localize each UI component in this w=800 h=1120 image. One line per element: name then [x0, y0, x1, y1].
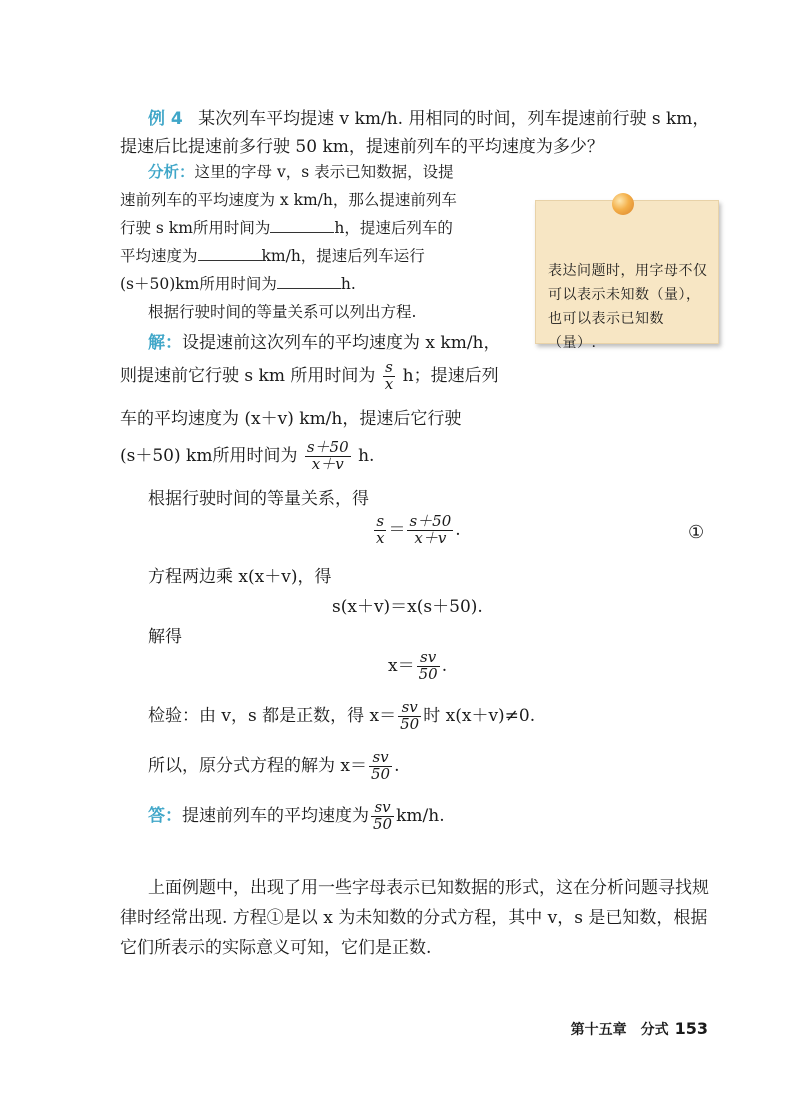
- fraction-s-over-x: $\frac{s}{x}$: [384, 358, 394, 393]
- blank-2: [198, 246, 262, 261]
- solution-line-6: 方程两边乘 x(x＋v)，得: [148, 567, 332, 587]
- solution-label: 解：: [148, 333, 182, 353]
- side-note: [535, 200, 719, 351]
- blank-3: [277, 274, 341, 289]
- analysis-line-4: 平均速度为 km/h，提速后列车运行: [120, 247, 425, 265]
- solution-line-7: 解得: [148, 627, 182, 647]
- side-note-text: 表达问题时，用字母不仅可以表示未知数（量），也可以表示已知数（量）.: [548, 263, 708, 351]
- answer-line: 答：提速前列车的平均速度为 $\frac{sv}{50}$ km/h.: [148, 798, 445, 833]
- page-number: 153: [674, 1019, 708, 1038]
- page-footer: [571, 1019, 708, 1039]
- equation-1-marker: ①: [688, 522, 705, 543]
- conclusion-paragraph: 上面例题中，出现了用一些字母表示已知数据的形式，这在分析问题寻找规律时经常出现. 方程①是以 x 为未知数的分式方程，其中 v，s 是已知数，根据它们所表示的实际意义可知，它们是正数.: [120, 878, 709, 958]
- equation-2: s(x＋v)＝x(s＋50).: [332, 597, 483, 617]
- solution-line-3: 车的平均速度为 (x＋v) km/h，提速后它行驶: [120, 409, 462, 429]
- analysis-line-2: 速前列车的平均速度为 x km/h，那么提速前列车: [120, 191, 457, 209]
- example-heading: [148, 104, 709, 129]
- equation-3: x＝ $\frac{sv}{50}$ .: [388, 648, 448, 683]
- analysis-line-5: (s＋50)km所用时间为 h.: [120, 275, 356, 293]
- check-line: 检验：由 v，s 都是正数，得 x＝ $\frac{sv}{50}$ 时 x(x＋v)≠0.: [148, 698, 536, 733]
- answer-label: 答：: [148, 805, 182, 826]
- chapter-title: 第十五章 分式: [570, 1022, 669, 1038]
- analysis-line-1: 分析：这里的字母 v，s 表示已知数据，设提: [148, 163, 454, 181]
- analysis-line-3: 行驶 s km所用时间为 h，提速后列车的: [120, 219, 453, 237]
- equation-1: $\frac{s}{x}$ ＝ $\frac{s+50}{x+v}$ .: [376, 512, 461, 547]
- fraction-s50-over-xv: $\frac{s+50}{x+v}$: [306, 438, 349, 473]
- solution-statement: 所以，原分式方程的解为 x＝ $\frac{sv}{50}$ .: [148, 748, 400, 783]
- blank-1: [270, 218, 334, 233]
- example-label: 例 4: [148, 109, 183, 129]
- example-line-1: 某次列车平均提速 v km/h. 用相同的时间，列车提速前行驶 s km，: [198, 109, 710, 129]
- analysis-line-6: 根据行驶时间的等量关系可以列出方程.: [148, 303, 417, 321]
- solution-line-2: 则提速前它行驶 s km 所用时间为 $\frac{s}{x}$ h；提速后列: [120, 358, 499, 393]
- example-line-2: 提速后比提速前多行驶 50 km，提速前列车的平均速度为多少？: [120, 137, 604, 157]
- solution-line-1: 解：设提速前这次列车的平均速度为 x km/h，: [148, 333, 501, 353]
- pushpin-icon: [612, 193, 634, 215]
- solution-line-4: (s＋50) km所用时间为 $\frac{s+50}{x+v}$ h.: [120, 438, 375, 473]
- analysis-label: 分析：: [148, 163, 195, 181]
- solution-line-5: 根据行驶时间的等量关系，得: [148, 489, 369, 509]
